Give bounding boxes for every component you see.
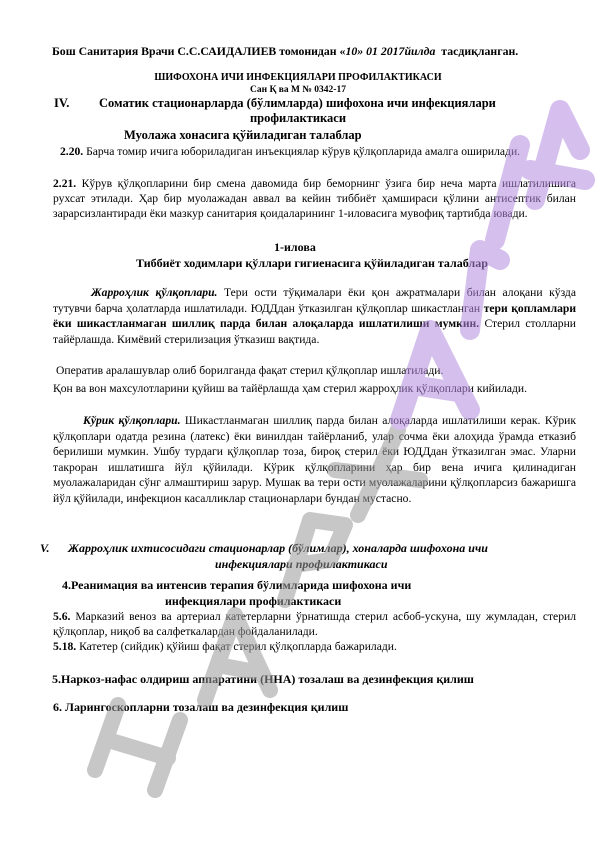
doc-title: ШИФОХОНА ИЧИ ИНФЕКЦИЯЛАРИ ПРОФИЛАКТИКАСИ bbox=[154, 72, 442, 83]
surgical-gloves-paragraph: Жарроҳлик қўлқоплари. Тери ости тўқималари ёки қон ажратмалари билан алоқани кўзда тутувчи барча ҳолатларда ишлатилади. ЮДДдан ўтказилган қўлқоплар шикастланган тери қопламлари ёки шикастланмаган шиллиқ парда билан алоқаларда ишлатилиши мумкин. Стерил столларни тайёрлашда. Кимёвий стерилизация ўтказиш вақтида. bbox=[53, 286, 577, 346]
paragraph-5-6: 5.6. Марказий веноз ва артериал катетерларни ўрнатишда стерил асбоб-ускуна, шу жумладан, стерил қўлқоплар, ниқоб ва салфеткалардан фойдаланилади. bbox=[53, 610, 576, 638]
section-5-title: Жарроҳлик ихтисосидаги стационарлар (бўлимлар), хоналарда шифохона ичи bbox=[68, 541, 488, 555]
surgical-gloves-line-3: Қон ва вон махсулотларини қуйиш ва тайёрлашда ҳам стерил жарроҳлик қўлқоплари кийилади. bbox=[53, 382, 528, 395]
paragraph-5-18: 5.18. Катетер (сийдик) қўйиш фақат стерил қўлқопларда бажарилади. bbox=[53, 640, 397, 653]
item-6-heading: 6. Ларингоскопларни тозалаш ва дезинфекция қилиш bbox=[53, 700, 349, 714]
section-4-title-cont: профилактикаси bbox=[249, 111, 347, 125]
annex-label: 1-илова bbox=[274, 240, 316, 254]
section-4-numeral: IV. bbox=[54, 96, 70, 110]
paragraph-2-20: 2.20. Барча томир ичига юбориладиган инъекциялар кўрув қўлқопларида амалга оширилади. bbox=[60, 145, 521, 158]
section-5-numeral: V. bbox=[40, 541, 50, 555]
approval-line: Бош Санитария Врачи С.С.САИДАЛИЕВ томонидан «10» 01 2017йилда тасдиқланган. bbox=[52, 44, 519, 58]
section-4-title: Соматик стационарларда (бўлимларда) шифохона ичи инфекциялари bbox=[99, 96, 496, 110]
doc-number: Сан Қ ва М № 0342-17 bbox=[250, 85, 346, 95]
section-5-4-title-cont: инфекциялари профилактикаси bbox=[165, 594, 342, 608]
paragraph-2-21: 2.21. Кўрув қўлқопларини бир смена давомида бир беморнинг ўзига бир неча марта ишлатилишига рухсат этилади. Ҳар бир муолажадан аввал ва кейин тиббиёт ҳамшираси қўлини антисептик билан зарарсизлантиради ёки мазкур санитария қоидаларининг 1-иловасига мувофиқ тартибда ювади. bbox=[53, 177, 576, 220]
section-5-title-cont: инфекциялари профилактикаси bbox=[215, 557, 388, 571]
surgical-gloves-line-2: Оператив аралашувлар олиб борилганда фақат стерил қўлқоплар ишлатилади. bbox=[56, 364, 444, 377]
section-5-4-title: 4.Реанимация ва интенсив терапия бўлимларида шифохона ичи bbox=[62, 578, 412, 592]
annex-title: Тиббиёт ходимлари қўллари гигиенасига қўйиладиган талаблар bbox=[136, 256, 488, 270]
section-4-subtitle: Муолажа хонасига қўйиладиган талаблар bbox=[124, 128, 362, 142]
item-5-heading: 5.Наркоз-нафас олдириш аппаратини (ННА) тозалаш ва дезинфекция қилиш bbox=[52, 672, 474, 686]
exam-gloves-paragraph: Кўрик қўлқоплари. Шикастланмаган шиллиқ парда билан алоқаларда ишлатилиши керак. Кўрик қўлқоплари одатда резина (латекс) ёки винилдан тайёрланиб, улар сочма ёки алоҳида ўрамда етказиб берилиши мумкин. Ушбу турдаги қўлқоплар тоза, бироқ стерил ёки ЮДДдан ўтказилган эмас. Уларни такроран ишлатишга йўл қўйилади. Кўрик қўлқопларини ҳар бир вена ичига қилинадиган муолажаларидан сўнг алмаштириш зарур. Мушак ва тери ости муолажаларини қўлқопларсиз бажаришга йўл қўйилади, инфекцион касалликлар стационарлари бундан мустасно. bbox=[53, 414, 576, 505]
